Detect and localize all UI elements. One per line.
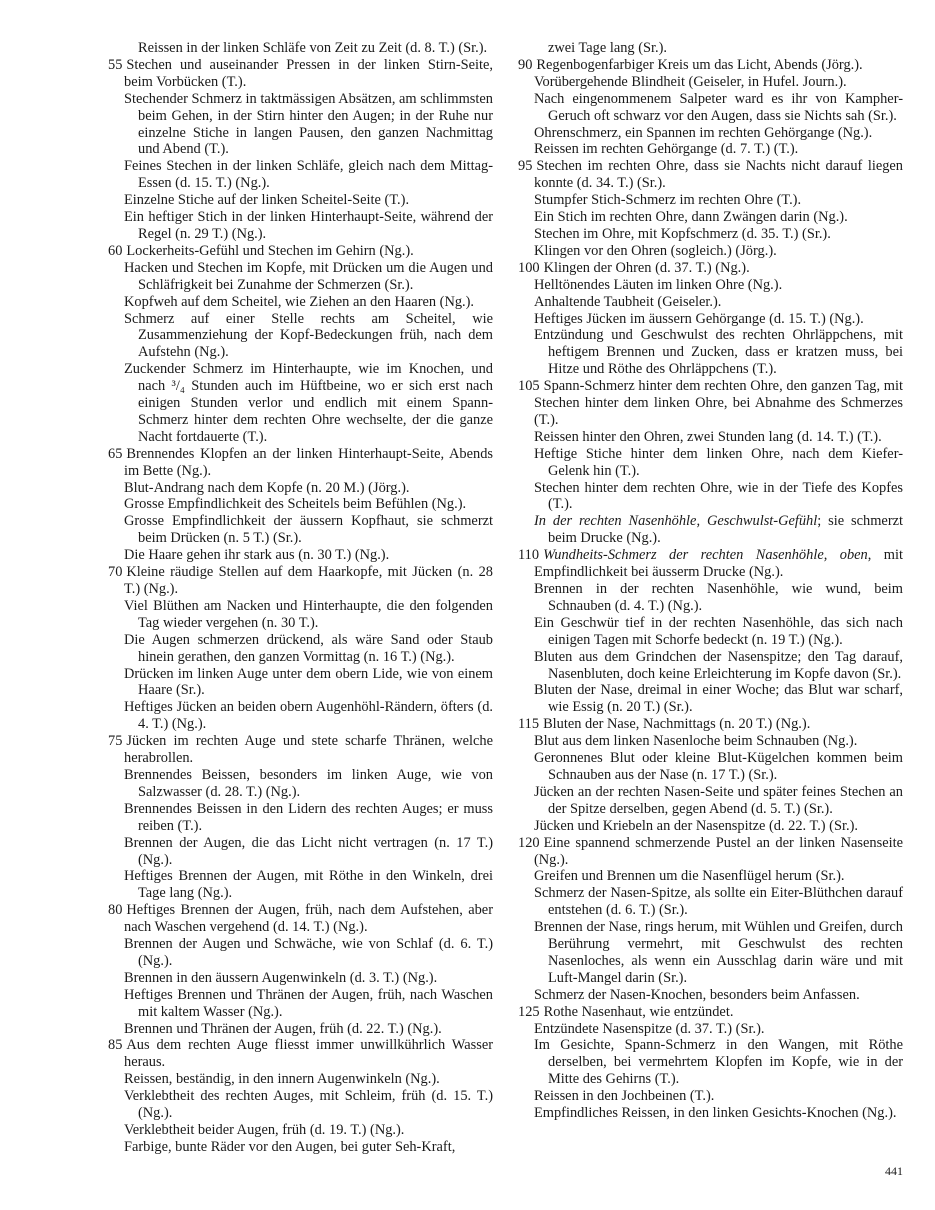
entry-text: Brennendes Beissen in den Lidern des rechten Auges; er muss reiben (T.). [124,800,493,834]
entry-text: Die Haare gehen ihr stark aus (n. 30 T.) (Ng.). [124,547,390,564]
entry-text: Blut aus dem linken Nasenloche beim Schnauben (Ng.). [534,733,858,750]
symptom-entry [108,40,493,57]
numbered-symptom-entry [518,547,903,581]
symptom-entry [518,733,903,750]
numbered-symptom-entry [108,57,493,91]
line-number: 55 [108,56,123,73]
numbered-symptom-entry [108,733,493,767]
symptom-entry [518,226,903,243]
symptom-entry [518,141,903,158]
entry-text: Bluten der Nase, dreimal in einer Woche; das Blut war scharf, wie Essig (n. 20 T.) (Sr.). [534,682,903,716]
line-number: 80 [108,902,123,919]
line-number: 85 [108,1037,123,1054]
symptom-entry [518,1021,903,1038]
entry-text: Greifen und Brennen um die Nasenflügel herum (Sr.). [534,868,845,885]
entry-text: Verklebtheit beider Augen, früh (d. 19. T.) (Ng.). [124,1122,405,1138]
symptom-entry [108,1071,493,1088]
entry-text: Hacken und Stechen im Kopfe, mit Drücken um die Augen und Schläfrigkeit bei Zunahme der Schmerzen (Sr.). [124,259,493,293]
line-number: 65 [108,445,123,462]
entry-text: Schmerz der Nasen-Spitze, als sollte ein Eiter-Blüthchen darauf entstehen (d. 6. T.) (Sr.). [534,885,903,919]
entry-text: Brennen in den äussern Augenwinkeln (d. 3. T.) (Ng.). [124,969,438,986]
symptom-entry [108,361,493,446]
symptom-entry [108,1088,493,1122]
symptom-entry [108,158,493,192]
symptom-entry [518,192,903,209]
entry-text: Entzündete Nasenspitze (d. 37. T.) (Sr.). [534,1020,765,1037]
entry-text: Die Augen schmerzen drückend, als wäre Sand oder Staub hinein gerathen, den ganzen Vormittag (n. 16 T.) (Ng.). [124,631,493,665]
symptom-entry [518,649,903,683]
numbered-symptom-entry [108,1037,493,1071]
line-number: 120 [518,834,540,851]
symptom-entry [108,311,493,362]
symptom-entry [518,91,903,125]
symptom-entry [108,260,493,294]
entry-text: Brennen der Augen, die das Licht nicht vertragen (n. 17 T.) (Ng.). [124,834,493,868]
entry-text: Vorübergehende Blindheit (Geiseler, in Hufel. Journ.). [534,73,847,90]
entry-text: Bluten der Nase, Nachmittags (n. 20 T.) (Ng.). [543,716,811,733]
symptom-entry [518,784,903,818]
entry-text: Reissen, beständig, in den innern Augenwinkeln (Ng.). [124,1071,440,1088]
symptom-entry [108,835,493,869]
entry-text: Brennen und Thränen der Augen, früh (d. 22. T.) (Ng.). [124,1020,442,1037]
entry-text: Reissen hinter den Ohren, zwei Stunden lang (d. 14. T.) (T.). [534,428,882,445]
symptom-entry [108,1139,493,1156]
symptom-entry [108,1021,493,1038]
symptom-entry [518,243,903,260]
line-number: 75 [108,733,123,750]
entry-text: Geronnenes Blut oder kleine Blut-Kügelchen kommen beim Schnauben aus der Nase (n. 17 T.) (Sr.). [534,750,903,783]
entry-text: Nach eingenommenem Salpeter ward es ihr von Kampher-Geruch oft schwarz vor den Augen, dass sie Nichts sah (Sr.). [534,90,903,124]
entry-text: Lockerheits-Gefühl und Stechen im Gehirn (Ng.). [126,242,414,259]
symptom-entry [108,598,493,632]
symptom-entry [518,750,903,784]
line-number: 90 [518,56,533,73]
entry-text: Reissen in den Jochbeinen (T.). [534,1088,715,1105]
symptom-entry [518,818,903,835]
symptom-entry [518,446,903,480]
entry-text: Farbige, bunte Räder vor den Augen, bei guter Seh-Kraft, [124,1138,456,1155]
entry-text: Ein Stich im rechten Ohre, dann Zwängen darin (Ng.). [534,209,848,226]
entry-text: Viel Blüthen am Nacken und Hinterhaupte, die den folgenden Tag wieder vergehen (n. 30 T.). [124,597,493,631]
italic-lead: Wundheits-Schmerz der rechten Nasenhöhle, oben [543,547,868,564]
entry-text: Jücken und Kriebeln an der Nasenspitze (d. 22. T.) (Sr.). [534,817,858,834]
numbered-symptom-entry [108,564,493,598]
entry-text: Drücken im linken Auge unter dem obern Lide, wie von einem Haare (Sr.). [124,665,493,699]
line-number: 110 [518,547,540,564]
numbered-symptom-entry [518,158,903,192]
entry-text: Entzündung und Geschwulst des rechten Ohrläppchens, mit heftigem Brennen und Zucken, dass er kratzen muss, bei Hitze und Röthe des Ohrläppchens (T.). [534,327,903,378]
entry-text: Bluten aus dem Grindchen der Nasenspitze; den Tag darauf, Nasenbluten, doch keine Erleichterung im Kopfe davon (Sr.). [534,648,903,682]
entry-text: Empfindliches Reissen, in den linken Gesichts-Knochen (Ng.). [534,1105,897,1122]
symptom-entry [518,868,903,885]
right-column [518,40,903,1122]
line-number: 70 [108,564,123,581]
entry-text: Heftiges Brennen und Thränen der Augen, früh, nach Waschen mit kaltem Wasser (Ng.). [124,986,493,1020]
symptom-entry [518,682,903,716]
entry-text: Verklebtheit des rechten Auges, mit Schleim, früh (d. 15. T.) (Ng.). [124,1088,493,1122]
symptom-entry [518,74,903,91]
numbered-symptom-entry [518,57,903,74]
entry-text: Stechen und auseinander Pressen in der linken Stirn-Seite, beim Vorbücken (T.). [124,56,493,90]
line-number: 60 [108,242,123,259]
symptom-entry [518,885,903,919]
symptom-entry [518,1037,903,1088]
symptom-entry [108,91,493,159]
symptom-entry [518,327,903,378]
symptom-entry [108,496,493,513]
symptom-entry [108,666,493,700]
entry-text: Im Gesichte, Spann-Schmerz in den Wangen, mit Röthe derselben, bei vermehrtem Klopfen im Kopfe, wie in der Mitte des Gehirns (T.). [534,1037,903,1088]
symptom-entry [518,1088,903,1105]
entry-text: Helltönendes Läuten im linken Ohre (Ng.). [534,276,783,293]
entry-text: Brennendes Beissen, besonders im linken Auge, wie von Salzwasser (d. 28. T.) (Ng.). [124,766,493,800]
entry-text: Jücken im rechten Auge und stete scharfe Thränen, welche herabrollen. [124,733,493,767]
symptom-entry [108,970,493,987]
entry-text: Reissen im rechten Gehörgange (d. 7. T.) (T.). [534,141,799,158]
numbered-symptom-entry [518,716,903,733]
entry-text: Klingen vor den Ohren (sogleich.) (Jörg.). [534,242,777,259]
symptom-entry [518,429,903,446]
symptom-entry [108,547,493,564]
entry-text: Kleine räudige Stellen auf dem Haarkopfe, mit Jücken (n. 28 T.) (Ng.). [124,564,493,597]
entry-text: Heftiges Brennen der Augen, früh, nach dem Aufstehen, aber nach Waschen vergehend (d. 14. T.) (Ng.). [124,902,493,936]
numbered-symptom-entry [108,243,493,260]
entry-text: Spann-Schmerz hinter dem rechten Ohre, den ganzen Tag, mit Stechen hinter dem linken Ohre, bei Abnahme des Schmerzes (T.). [534,378,903,428]
entry-text: Klingen der Ohren (d. 37. T.) (Ng.). [543,259,750,276]
entry-text: Stechen hinter dem rechten Ohre, wie in der Tiefe des Kopfes (T.). [534,479,903,513]
entry-text: Stechen im Ohre, mit Kopfschmerz (d. 35. T.) (Sr.). [534,225,831,242]
symptom-entry [518,294,903,311]
symptom-entry [518,919,903,987]
symptom-entry [518,480,903,514]
symptom-entry [108,936,493,970]
numbered-symptom-entry [518,1004,903,1021]
entry-text: Jücken an der rechten Nasen-Seite und später feines Stechen an der Spitze derselben, gegen Abend (d. 5. T.) (Sr.). [534,783,903,817]
entry-text: Stechender Schmerz in taktmässigen Absätzen, am schlimmsten beim Gehen, in der Stirn hinter den Augen; in der Ruhe nur einzelne Stiche in langen Pausen, den ganzen Nachmittag und Abend (T.). [124,90,493,158]
symptom-entry [108,209,493,243]
entry-text: Brennen der Nase, rings herum, mit Wühlen und Greifen, durch Berührung vermehrt, mit Geschwulst des rechten Nasenloches, als wenn ein Ausschlag darin wäre und mit Luft-Mangel darin (Sr.). [534,919,903,986]
entry-text: Brennendes Klopfen an der linken Hinterhaupt-Seite, Abends im Bette (Ng.). [124,445,493,479]
symptom-entry [108,987,493,1021]
symptom-entry [108,192,493,209]
symptom-entry [518,581,903,615]
symptom-entry [518,1105,903,1122]
entry-text: Grosse Empfindlichkeit der äussern Kopfhaut, sie schmerzt beim Drücken (n. 5 T.) (Sr.). [124,513,493,547]
line-number: 115 [518,716,540,733]
entry-text: Blut-Andrang nach dem Kopfe (n. 20 M.) (Jörg.). [124,479,410,496]
line-number: 100 [518,259,540,276]
entry-text: Heftige Stiche hinter dem linken Ohre, nach dem Kiefer-Gelenk hin (T.). [534,445,903,479]
entry-text: zwei Tage lang (Sr.). [548,40,668,56]
page-number: 441 [885,1164,903,1178]
entry-text: Kopfweh auf dem Scheitel, wie Ziehen an den Haaren (Ng.). [124,293,475,310]
numbered-symptom-entry [518,378,903,429]
entry-text: Schmerz der Nasen-Knochen, besonders beim Anfassen. [534,986,860,1003]
symptom-entry [108,513,493,547]
line-number: 125 [518,1003,540,1020]
italic-lead: In der rechten Nasenhöhle, Geschwulst-Gefühl [534,513,818,530]
symptom-entry [518,40,903,57]
symptom-entry [108,632,493,666]
entry-text: , mit Empfindlichkeit bei äusserm Drucke (Ng.). [534,547,904,581]
symptom-entry [108,767,493,801]
entry-text: Brennen der Augen und Schwäche, wie von Schlaf (d. 6. T.) (Ng.). [124,936,493,969]
line-number: 95 [518,158,533,175]
entry-text: Ein heftiger Stich in der linken Hinterhaupt-Seite, während der Regel (n. 29 T.) (Ng.). [124,209,493,242]
symptom-entry [108,801,493,835]
entry-text: Heftiges Jücken an beiden obern Augenhöhl-Rändern, öfters (d. 4. T.) (Ng.). [124,699,493,733]
entry-text: Stechen im rechten Ohre, dass sie Nachts nicht darauf liegen konnte (d. 34. T.) (Sr.). [534,158,903,192]
entry-text: Feines Stechen in der linken Schläfe, gleich nach dem Mittag-Essen (d. 15. T.) (Ng.). [124,158,493,192]
entry-text: Anhaltende Taubheit (Geiseler.). [534,293,722,310]
line-number: 105 [518,378,540,395]
entry-text: Zuckender Schmerz im Hinterhaupte, wie im Knochen, und nach ³/₄ Stunden auch im Hüftbeine, wo er sich erst nach einigen Stunden verlor und endlich mit einem Spann-Schmerz hinter dem rechten Ohre wechselte, der die ganze Nacht fortdauerte (T.). [124,361,493,445]
symptom-entry [108,699,493,733]
entry-text: Heftiges Jücken im äussern Gehörgange (d. 15. T.) (Ng.). [534,310,864,327]
symptom-entry [108,480,493,497]
entry-text: ; sie schmerzt beim Drucke (Ng.). [548,513,903,547]
entry-text: Rothe Nasenhaut, wie entzündet. [543,1003,734,1020]
entry-text: Brennen in der rechten Nasenhöhle, wie wund, beim Schnauben (d. 4. T.) (Ng.). [534,581,903,614]
entry-text: Reissen in der linken Schläfe von Zeit zu Zeit (d. 8. T.) (Sr.). [138,40,488,56]
symptom-entry [518,987,903,1004]
numbered-symptom-entry [108,902,493,936]
symptom-entry [108,1122,493,1139]
entry-text: Stumpfer Stich-Schmerz im rechten Ohre (T.). [534,192,802,209]
numbered-symptom-entry [108,446,493,480]
entry-text: Eine spannend schmerzende Pustel an der linken Nasenseite (Ng.). [534,834,903,868]
entry-text: Regenbogenfarbiger Kreis um das Licht, Abends (Jörg.). [536,56,863,73]
symptom-entry [108,294,493,311]
numbered-symptom-entry [518,835,903,869]
entry-text: Heftiges Brennen der Augen, mit Röthe in den Winkeln, drei Tage lang (Ng.). [124,868,493,902]
left-column [108,40,493,1156]
symptom-entry [518,513,903,547]
entry-text: Ein Geschwür tief in der rechten Nasenhöhle, das sich nach einigen Tagen mit Schorfe bedeckt (n. 19 T.) (Ng.). [534,614,903,648]
entry-text: Schmerz auf einer Stelle rechts am Scheitel, wie Zusammenziehung der Kopf-Bedeckungen früh, nach dem Aufstehn (Ng.). [124,310,493,361]
symptom-entry [518,615,903,649]
entry-text: Einzelne Stiche auf der linken Scheitel-Seite (T.). [124,192,410,209]
symptom-entry [518,209,903,226]
entry-text: Aus dem rechten Auge fliesst immer unwillkührlich Wasser heraus. [124,1037,493,1071]
symptom-entry [518,311,903,328]
entry-text: Ohrenschmerz, ein Spannen im rechten Gehörgange (Ng.). [534,124,873,141]
symptom-entry [518,277,903,294]
symptom-entry [518,125,903,142]
symptom-entry [108,868,493,902]
entry-text: Grosse Empfindlichkeit des Scheitels beim Befühlen (Ng.). [124,496,467,513]
numbered-symptom-entry [518,260,903,277]
